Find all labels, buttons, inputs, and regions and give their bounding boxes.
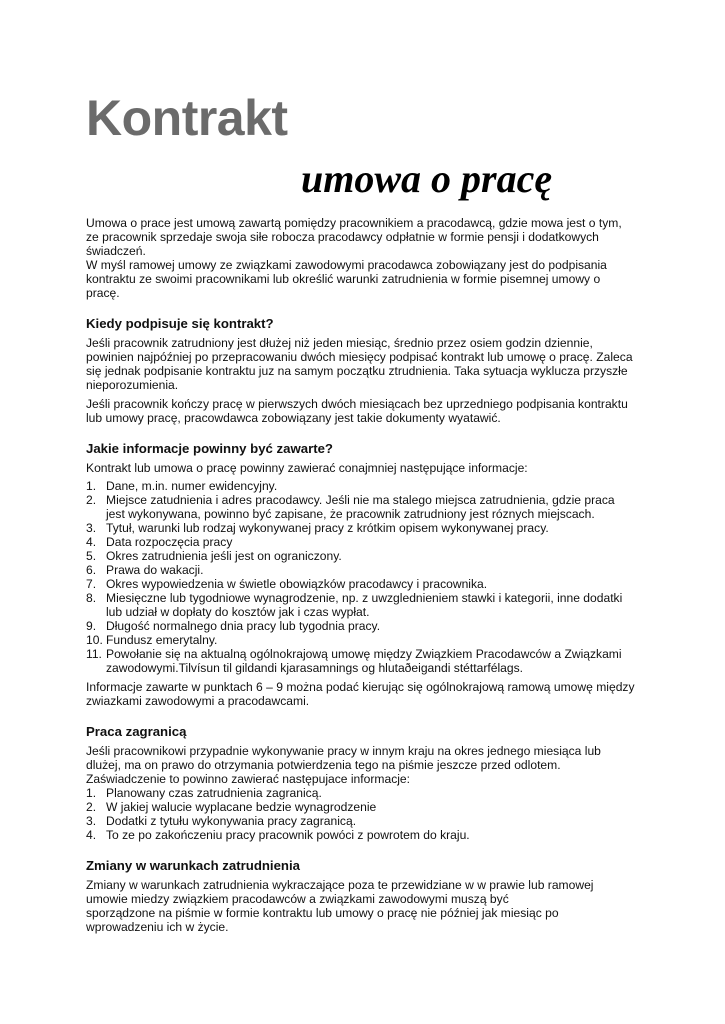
list-number: 6. [86,563,97,577]
text-line: jest wykonywana, powinno być zapisane, że pracownik zatrudniony jest róznych miejscach. [106,507,595,521]
list-number: 11. [86,647,102,661]
text-line: Prawa do wakacji. [106,563,204,577]
text-line: Zmiany w warunkach zatrudnienia wykraczające poza te przewidziane w w prawie lub ramowej [86,878,594,892]
list-number: 1. [86,786,97,800]
section-paragraph [86,397,646,425]
text-line: Jeśli pracownik zatrudniony jest dłużej niż jeden miesiąc, średnio przez osiem godzin dziennie, [86,336,593,350]
list-item [86,800,646,814]
text-line: się jednak podpisanie kontraktu juz na samym początku ztrudnienia. Taka sytuacja wyklucza przyszłe [86,364,628,378]
text-line: świadczeń. [86,244,146,258]
list-number: 10. [86,633,103,647]
list-number: 3. [86,521,97,535]
text-line: Długość normalnego dnia pracy lub tygodnia pracy. [106,619,381,633]
section-paragraph [86,878,646,934]
list-item [86,647,646,675]
list-item [86,521,646,535]
text-line: Informacje zawarte w punktach 6 – 9 można podać kierując się ogólnokrajową ramową umowę między [86,680,635,694]
text-line: dlużej, ma on prawo do otrzymania potwierdzenia tego na piśmie jeszcze przed odlotem. [86,758,561,772]
list-item [86,591,646,619]
section-heading-zmiany: Zmiany w warunkach zatrudnienia [86,858,300,873]
list-number: 8. [86,591,97,605]
text-line: nieporozumienia. [86,378,179,392]
info-list [86,479,646,675]
list-number: 2. [86,800,97,814]
list-item [86,786,646,800]
document-page [86,88,646,934]
text-line: lub udział w dopłaty do kosztów jak i czas wypłat. [106,605,370,619]
text-line: Okres zatrudnienia jeśli jest on ograniczony. [106,549,342,563]
section-heading-praca-zagranica: Praca zagranicą [86,724,187,739]
text-line: Powołanie się na aktualną ogólnokrajową umowę między Związkiem Pracodawców a Związkami [106,647,622,661]
list-item [86,493,646,521]
section-heading-kiedy: Kiedy podpisuje się kontrakt? [86,316,274,331]
text-line: Dane, m.in. numer ewidencyjny. [106,479,278,493]
text-line: ze pracownik sprzedaje swoja siłe robocza pracodawcy odpłatnie w formie pensji i dodatkowych [86,230,599,244]
list-number: 3. [86,814,97,828]
text-line: kontraktu ze swoimi pracownikami lub określić warunki zatrudnienia w formie pisemnej umowy o [86,272,601,286]
document-title: Kontrakt [86,90,288,146]
text-line: Zaświadczenie to powinno zawierać następujace informacje: [86,772,411,786]
list-number: 4. [86,828,97,842]
list-item [86,535,646,549]
intro-paragraph [86,216,646,300]
list-item [86,828,646,842]
text-line: Jeśli pracownik kończy pracę w pierwszych dwóch miesiącach bez uprzedniego podpisania kontraktu [86,397,628,411]
section-lead [86,461,646,475]
list-item [86,479,646,493]
list-item [86,619,646,633]
list-number: 4. [86,535,97,549]
document-subtitle: umowa o pracę [301,156,553,201]
list-number: 1. [86,479,97,493]
text-line: Tytuł, warunki lub rodzaj wykonywanej pracy z krótkim opisem wykonywanej pracy. [106,521,549,535]
text-line: Jeśli pracownikowi przypadnie wykonywanie pracy w innym kraju na okres jednego miesiąca lub [86,744,601,758]
text-line: wprowadzeniu ich w życie. [86,920,229,934]
text-line: To ze po zakończeniu pracy pracownik powóci z powrotem do kraju. [106,828,470,842]
section-paragraph [86,336,646,392]
list-item [86,577,646,591]
text-line: Fundusz emerytalny. [106,633,218,647]
text-line: Umowa o prace jest umową zawartą pomiędzy pracownikiem a pracodawcą, gdzie mowa jest o tym, [86,216,622,230]
list-item [86,563,646,577]
list-item [86,814,646,828]
text-line: lub umowy pracę, pracowdawca zobowiązany jest takie dokumenty wyatawić. [86,411,501,425]
text-line: Dodatki z tytułu wykonywania pracy zagranicą. [106,814,357,828]
text-line: umowie miedzy związkiem pracodawców a związkami zawodowymi muszą być [86,892,509,906]
list-number: 2. [86,493,97,507]
text-line: pracę. [86,286,120,300]
text-line: W jakiej walucie wyplacane bedzie wynagrodzenie [106,800,377,814]
list-item [86,549,646,563]
text-line: W myśl ramowej umowy ze związkami zawodowymi pracodawca zobowiązany jest do podpisania [86,258,607,272]
text-line: zawodowymi.Tilvísun til gildandi kjarasamnings og hlutaðeigandi stéttarfélags. [106,661,524,675]
section-paragraph [86,744,646,786]
text-line: Data rozpoczęcia pracy [106,535,233,549]
text-line: powinien najpóźniej po przepracowaniu dwóch miesięcy podpisać kontrakt lub umowę o pracę. Zaleca [86,350,633,364]
text-line: Planowany czas zatrudnienia zagranicą. [106,786,322,800]
text-line: Okres wypowiedzenia w świetle obowiązków pracodawcy i pracownika. [106,577,488,591]
list-number: 5. [86,549,97,563]
list-number: 7. [86,577,97,591]
text-line: Miesięczne lub tygodniowe wynagrodzenie, np. z uwzglednieniem stawki i kategorii, inne dodatki [106,591,623,605]
list-number: 9. [86,619,97,633]
section-paragraph [86,680,646,708]
list-item [86,633,646,647]
abroad-list [86,786,646,842]
text-line: zwiazkami zawodowymi a pracodawcami. [86,694,310,708]
text-line: Kontrakt lub umowa o pracę powinny zawierać conajmniej następujące informacje: [86,461,528,475]
section-heading-informacje: Jakie informacje powinny być zawarte? [86,441,333,456]
text-line: Miejsce zatudnienia i adres pracodawcy. Jeśli nie ma stalego miejsca zatrudnienia, gdzie praca [106,493,615,507]
text-line: sporządzone na piśmie w formie kontraktu lub umowy o pracę nie później jak miesiąc po [86,906,559,920]
